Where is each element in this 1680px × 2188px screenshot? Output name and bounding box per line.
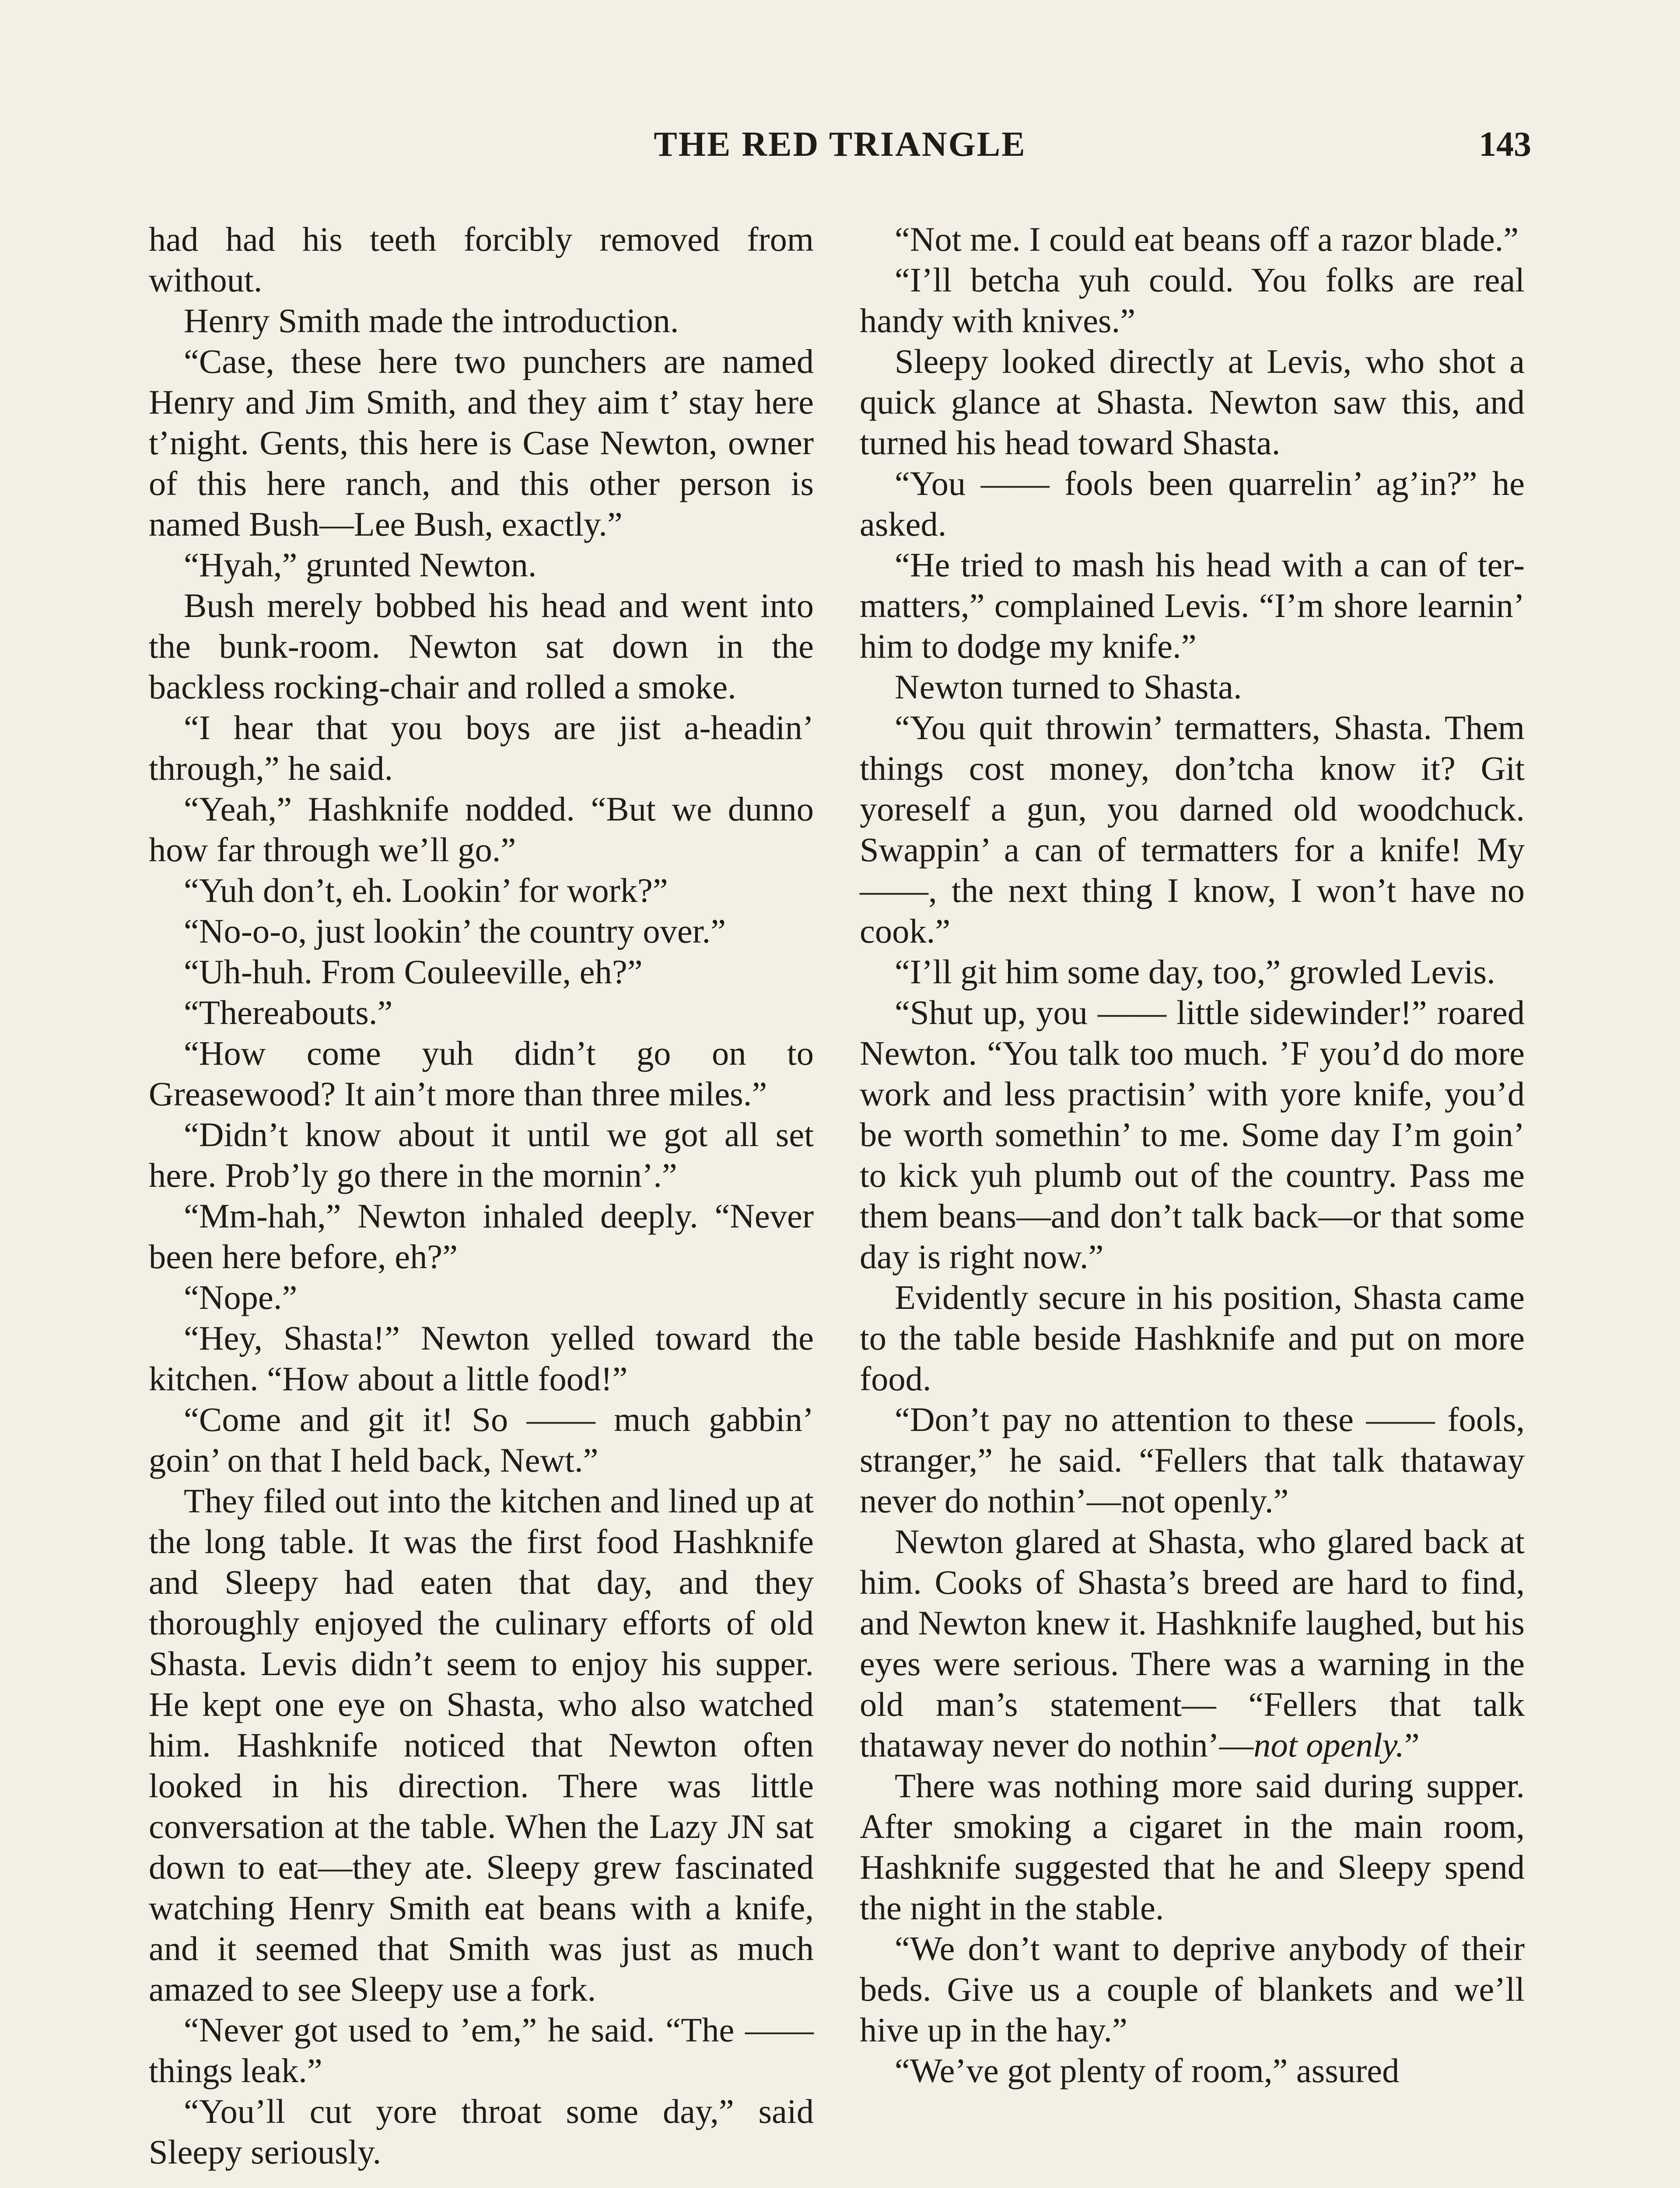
paragraph: “Come and git it! So —— much gabbin’ goin’ on that I held back, Newt.”: [149, 1400, 814, 1479]
closing-quote: ”: [1404, 1726, 1420, 1764]
paragraph: “I’ll betcha yuh could. You folks are real handy with knives.”: [860, 261, 1525, 340]
paragraph: “Didn’t know about it until we got all set here. Prob’ly go there in the mornin’.”: [149, 1115, 814, 1194]
paragraph-text: Newton glared at Shasta, who glared back at him. Cooks of Shasta’s breed are hard to find, and Newton knew it. Hashknife laughed, but his eyes were serious. There was a warning in the old man’s statement— “Fellers that talk thataway never do nothin’—: [860, 1522, 1525, 1764]
paragraph: “Yeah,” Hashknife nodded. “But we dunno how far through we’ll go.”: [149, 790, 814, 869]
left-text-column: [149, 219, 814, 2172]
paragraph: “No-o-o, just lookin’ the country over.”: [184, 912, 726, 950]
paragraph: “He tried to mash his head with a can of ter-matters,” complained Levis. “I’m shore learnin’ him to dodge my knife.”: [860, 546, 1525, 665]
running-header: [149, 125, 1531, 177]
paragraph: had had his teeth forcibly removed from without.: [149, 220, 814, 299]
paragraph: “Nope.”: [184, 1278, 298, 1316]
right-text-column: [860, 219, 1525, 2091]
paragraph: [860, 1521, 1525, 1765]
paragraph: “Case, these here two punchers are named Henry and Jim Smith, and they aim t’ stay here t’night. Gents, this here is Case Newton, owner of this here ranch, and this other person is named Bush—Lee Bush, exactly.”: [149, 342, 814, 543]
paragraph: Sleepy looked directly at Levis, who shot a quick glance at Shasta. Newton saw this, and turned his head toward Shasta.: [860, 342, 1525, 462]
paragraph: “Uh-huh. From Couleeville, eh?”: [184, 953, 643, 991]
paragraph: Newton turned to Shasta.: [895, 668, 1242, 706]
paragraph: They filed out into the kitchen and lined up at the long table. It was the first food Hashknife and Sleepy had eaten that day, and they thoroughly enjoyed the culinary efforts of old Shasta. Levis didn’t seem to enjoy his supper. He kept one eye on Shasta, who also watched him. Hashknife noticed that Newton often looked in his direction. There was little conversation at the table. When the Lazy JN sat down to eat—they ate. Sleepy grew fascinated watching Henry Smith eat beans with a knife, and it seemed that Smith was just as much amazed to see Sleepy use a fork.: [149, 1482, 814, 2008]
paragraph: “You —— fools been quarrelin’ ag’in?” he asked.: [860, 464, 1525, 543]
paragraph: There was nothing more said during supper. After smoking a cigaret in the main room, Hashknife suggested that he and Sleepy spend the night in the stable.: [860, 1767, 1525, 1927]
paragraph: “You’ll cut yore throat some day,” said Sleepy seriously.: [149, 2092, 814, 2171]
paragraph: “Yuh don’t, eh. Lookin’ for work?”: [184, 871, 668, 909]
paragraph: “Mm-hah,” Newton inhaled deeply. “Never been here before, eh?”: [149, 1197, 814, 1276]
paragraph: “Hey, Shasta!” Newton yelled toward the kitchen. “How about a little food!”: [149, 1319, 814, 1398]
paragraph: “I hear that you boys are jist a-headin’ through,” he said.: [149, 708, 814, 787]
paragraph: “Never got used to ’em,” he said. “The —— things leak.”: [149, 2011, 814, 2090]
italic-text: not openly.: [1253, 1726, 1404, 1764]
paragraph: “I’ll git him some day, too,” growled Levis.: [895, 953, 1495, 991]
paragraph: “Don’t pay no attention to these —— fools, stranger,” he said. “Fellers that talk thataway never do nothin’—not openly.”: [860, 1400, 1525, 1520]
page-title: THE RED TRIANGLE: [654, 125, 1026, 164]
paragraph: “Shut up, you —— little sidewinder!” roared Newton. “You talk too much. ’F you’d do more work and less practisin’ with yore knife, you’d be worth somethin’ to me. Some day I’m goin’ to kick yuh plumb out of the country. Pass me them beans—and don’t talk back—or that some day is right now.”: [860, 993, 1525, 1276]
paragraph: “Hyah,” grunted Newton.: [184, 546, 537, 584]
paragraph: Henry Smith made the introduction.: [184, 302, 679, 340]
paragraph: “We’ve got plenty of room,” assured: [895, 2051, 1400, 2090]
paragraph: “Not me. I could eat beans off a razor blade.”: [895, 220, 1519, 258]
paragraph: Bush merely bobbed his head and went into the bunk-room. Newton sat down in the backless rocking-chair and rolled a smoke.: [149, 586, 814, 706]
paragraph: “How come yuh didn’t go on to Greasewood? It ain’t more than three miles.”: [149, 1034, 814, 1113]
paragraph: “You quit throwin’ termatters, Shasta. Them things cost money, don’tcha know it? Git yoreself a gun, you darned old woodchuck. Swappin’ a can of termatters for a knife! My ——, the next thing I know, I won’t have no cook.”: [860, 708, 1525, 950]
paragraph: “Thereabouts.”: [184, 993, 393, 1031]
paragraph: Evidently secure in his position, Shasta came to the table beside Hashknife and put on more food.: [860, 1278, 1525, 1398]
page-number: 143: [1479, 125, 1531, 164]
paragraph: “We don’t want to deprive anybody of their beds. Give us a couple of blankets and we’ll hive up in the hay.”: [860, 1929, 1525, 2049]
